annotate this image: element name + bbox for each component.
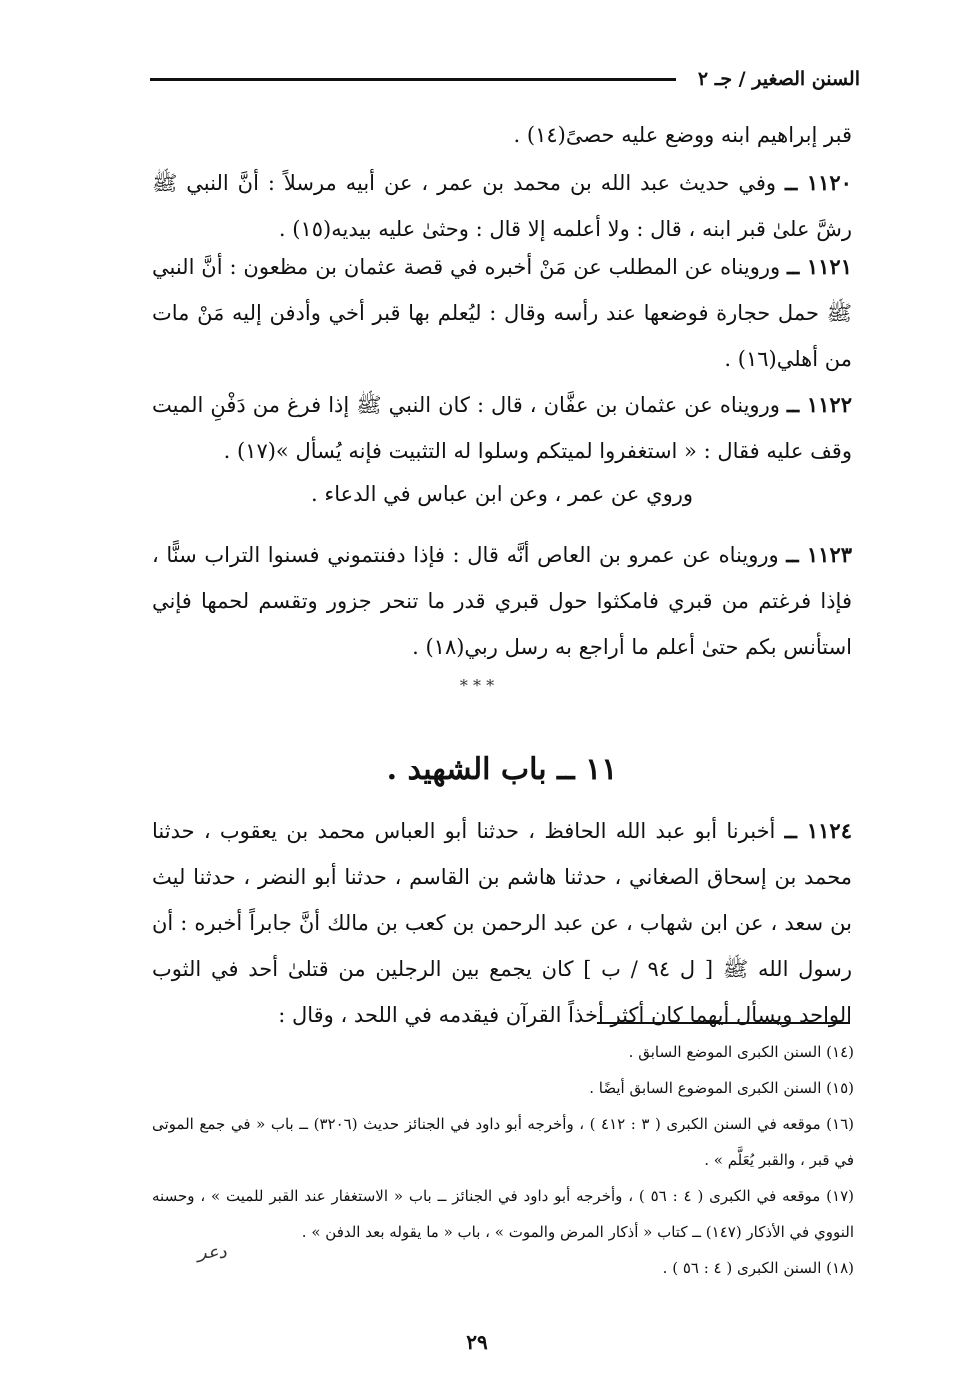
hadith-text: ورويناه عن المطلب عن مَنْ أخبره في قصة عثمان بن مظعون : أنَّ النبي ﷺ حمل حجارة فوضعها عند رأسه وقال : ليُعلم بها قبر أخي وأدفن إليه مَنْ مات من أهلي(١٦) .: [152, 255, 852, 371]
page-number: ٢٩: [466, 1330, 488, 1354]
handwritten-mark: دعر: [198, 1242, 227, 1263]
hadith-number: ١١٢٣ ــ: [786, 542, 853, 567]
running-header: [150, 62, 860, 96]
hadith-1124: [152, 808, 852, 1038]
hadith-text: أخبرنا أبو عبد الله الحافظ ، حدثنا أبو العباس محمد بن يعقوب ، حدثنا محمد بن إسحاق الصغاني ، حدثنا هاشم بن القاسم ، حدثنا أبو النضر ، حدثنا ليث بن سعد ، عن ابن شهاب ، عن عبد الرحمن بن كعب بن مالك أنَّ جابراً أخبره : أن رسول الله ﷺ [ ل ٩٤ / ب ] كان يجمع بين الرجلين من قتلىٰ أحد في الثوب الواحد ويسأل أيهما كان أكثر أخذاً القرآن فيقدمه في اللحد ، وقال :: [152, 819, 853, 1027]
chapter-heading: ١١ ــ باب الشهيد .: [386, 752, 618, 787]
continuation-line: قبر إبراهيم ابنه ووضع عليه حصىً(١٤) .: [513, 123, 852, 147]
hadith-number: ١١٢٤ ــ: [784, 818, 852, 843]
footnote-15: (١٥) السنن الكبرى الموضوع السابق أيضًا .: [589, 1079, 854, 1097]
footnote-16: (١٦) موقعه في السنن الكبرى ( ٣ : ٤١٢ ) ، وأخرجه أبو داود في الجنائز حديث (٣٢٠٦) ــ باب « في جمع الموتى في قبر ، والقبر يُعَلَّم » .: [152, 1115, 854, 1169]
hadith-1122: [152, 382, 852, 474]
footnotes: [152, 1034, 854, 1286]
header-rule: [150, 78, 676, 81]
hadith-text: وفي حديث عبد الله بن محمد بن عمر ، عن أبيه مرسلاً : أنَّ النبي ﷺ رشَّ علىٰ قبر ابنه ، قال : ولا أعلمه إلا قال : وحثىٰ عليه بيديه(١٥) .: [152, 171, 852, 241]
section-separator: * * *: [459, 676, 495, 695]
header-title: السنن الصغير / جـ ٢: [697, 68, 860, 90]
hadith-number: ١١٢٠ ــ: [784, 170, 852, 195]
footnote-14: (١٤) السنن الكبرى الموضع السابق .: [628, 1043, 854, 1061]
hadith-text: ورويناه عن عثمان بن عفَّان ، قال : كان النبي ﷺ إذا فرغ من دَفْنِ الميت وقف عليه فقال : « استغفروا لميتكم وسلوا له التثبيت فإنه يُسأل »(١٧) .: [152, 393, 852, 463]
rowi-line: وروي عن عمر ، وعن ابن عباس في الدعاء .: [311, 482, 693, 506]
hadith-number: ١١٢٢ ــ: [786, 392, 852, 417]
hadith-1120: [152, 160, 852, 252]
hadith-number: ١١٢١ ــ: [787, 254, 852, 279]
footnote-17: (١٧) موقعه في الكبرى ( ٤ : ٥٦ ) ، وأخرجه أبو داود في الجنائز ــ باب « الاستغفار عند القبر للميت » ، وحسنه النووي في الأذكار (١٤٧) ــ كتاب « أذكار المرض والموت » ، باب « ما يقوله بعد الدفن » .: [152, 1187, 855, 1241]
hadith-1121: [152, 244, 852, 382]
hadith-text: ورويناه عن عمرو بن العاص أنَّه قال : فإذا دفنتموني فسنوا التراب سنًّا ، فإذا فرغتم من قبري فامكثوا حول قبري قدر ما تنحر جزور وتقسم لحمها فإني استأنس بكم حتىٰ أعلم ما أراجع به رسل ربي(١٨) .: [152, 543, 852, 659]
footnote-rule: [597, 1022, 850, 1024]
footnote-18: (١٨) السنن الكبرى ( ٤ : ٥٦ ) .: [662, 1259, 854, 1277]
hadith-1123: [152, 532, 852, 670]
